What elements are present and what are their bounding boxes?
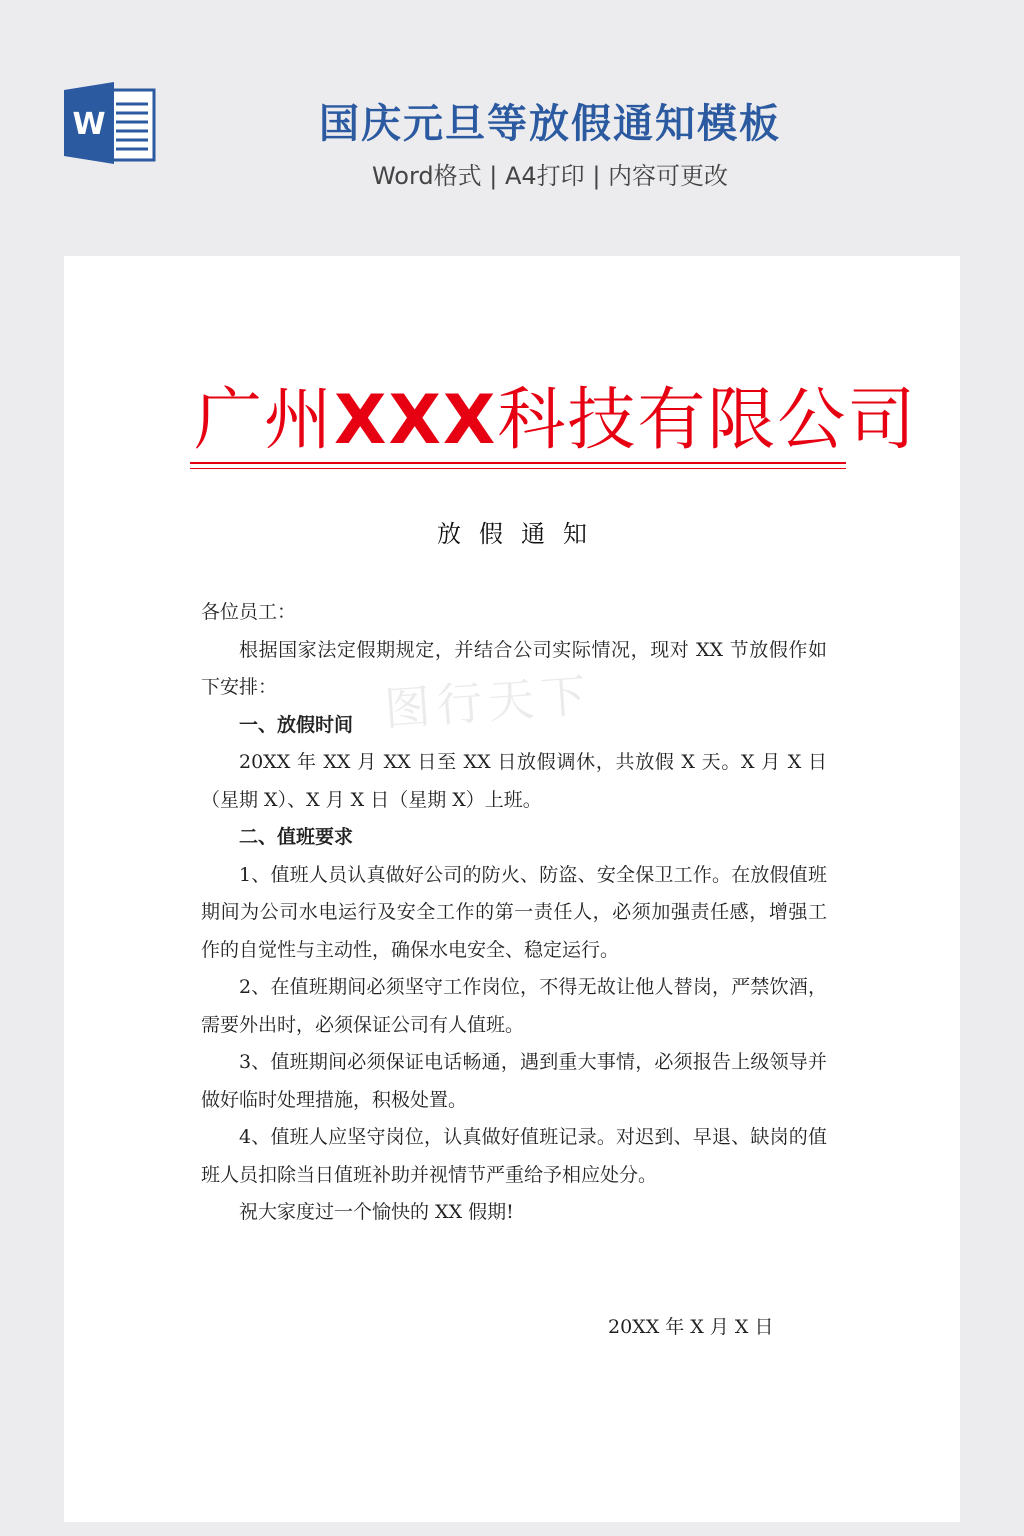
company-bold: XXX xyxy=(334,381,498,460)
document-title: 放假通知 xyxy=(437,520,605,548)
duty-item-2: 2、在值班期间必须坚守工作岗位，不得无故让他人替岗，严禁饮酒，需要外出时，必须保证公司有人值班。 xyxy=(201,976,827,1036)
template-header xyxy=(0,0,1024,255)
company-suffix: 科技有限公司 xyxy=(497,381,918,460)
closing-line: 祝大家度过一个愉快的 XX 假期! xyxy=(239,1201,514,1223)
section-heading-holiday-time: 一、放假时间 xyxy=(239,713,354,736)
document-date: 20XX 年 X 月 X 日 xyxy=(608,1316,774,1338)
word-icon xyxy=(64,82,156,164)
red-divider-thick xyxy=(190,462,846,464)
holiday-time-paragraph: 20XX 年 XX 月 XX 日至 XX 日放假调休，共放假 X 天。X 月 X 日（星期 X）、X 月 X 日（星期 X）上班。 xyxy=(201,751,827,811)
red-divider-thin xyxy=(190,468,846,469)
duty-item-3: 3、值班期间必须保证电话畅通，遇到重大事情，必须报告上级领导并做好临时处理措施，积极处置。 xyxy=(201,1051,827,1111)
company-prefix: 广州 xyxy=(194,381,335,460)
salutation: 各位员工： xyxy=(201,601,297,623)
word-icon-letter: W xyxy=(72,107,106,142)
document-page xyxy=(64,256,960,1522)
intro-paragraph: 根据国家法定假期规定，并结合公司实际情况，现对 XX 节放假作如下安排： xyxy=(201,638,827,698)
page-title: 国庆元旦等放假通知模板 xyxy=(319,101,781,147)
company-name xyxy=(194,366,918,463)
watermark: 图行天下 xyxy=(382,667,594,737)
page-subtitle: Word格式 | A4打印 | 内容可更改 xyxy=(371,162,729,190)
section-heading-duty-requirements: 二、值班要求 xyxy=(239,826,354,848)
duty-item-1: 1、值班人员认真做好公司的防火、防盗、安全保卫工作。在放假值班期间为公司水电运行及安全工作的第一责任人，必须加强责任感，增强工作的自觉性与主动性，确保水电安全、稳定运行。 xyxy=(201,863,827,961)
document-body xyxy=(201,594,827,1232)
duty-item-4: 4、值班人应坚守岗位，认真做好值班记录。对迟到、早退、缺岗的值班人员扣除当日值班补助并视情节严重给予相应处分。 xyxy=(201,1126,827,1186)
